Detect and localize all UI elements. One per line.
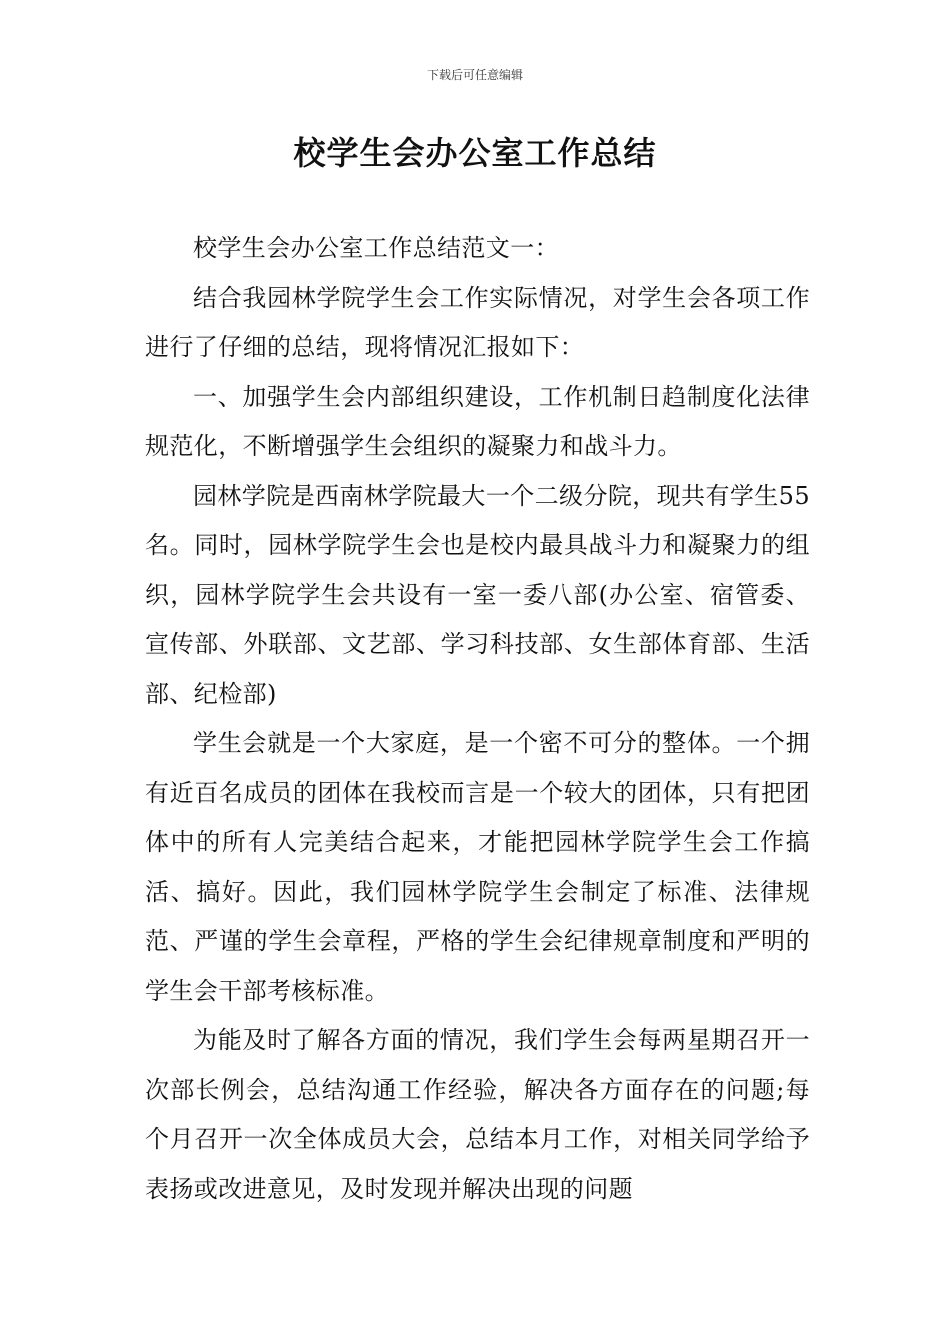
paragraph-1: 校学生会办公室工作总结范文一： <box>193 234 559 262</box>
document-title: 校学生会办公室工作总结 <box>293 134 657 172</box>
header-note: 下载后可任意编辑 <box>426 68 523 82</box>
paragraph-2: 结合我园林学院学生会工作实际情况，对学生会各项工作进行了仔细的总结，现将情况汇报如下： <box>145 283 810 361</box>
paragraph-5: 学生会就是一个大家庭，是一个密不可分的整体。一个拥有近百名成员的团体在我校而言是一个较大的团体，只有把团体中的所有人完美结合起来，才能把园林学院学生会工作搞活、搞好。因此，我们园林学院学生会制定了标准、法律规范、严谨的学生会章程，严格的学生会纪律规章制度和严明的学生会干部考核标准。 <box>145 729 810 1005</box>
paragraph-4: 园林学院是西南林学院最大一个二级分院，现共有学生55名。同时，园林学院学生会也是校内最具战斗力和凝聚力的组织，园林学院学生会共设有一室一委八部(办公室、宿管委、宣传部、外联部、文艺部、学习科技部、女生部体育部、生活部、纪检部) <box>145 481 810 708</box>
document-body <box>145 224 810 1214</box>
paragraph-3: 一、加强学生会内部组织建设，工作机制日趋制度化法律规范化，不断增强学生会组织的凝聚力和战斗力。 <box>145 382 810 460</box>
paragraph-6: 为能及时了解各方面的情况，我们学生会每两星期召开一次部长例会，总结沟通工作经验，解决各方面存在的问题;每个月召开一次全体成员大会，总结本月工作，对相关同学给予表扬或改进意见，及时发现并解决出现的问题 <box>145 1026 810 1203</box>
